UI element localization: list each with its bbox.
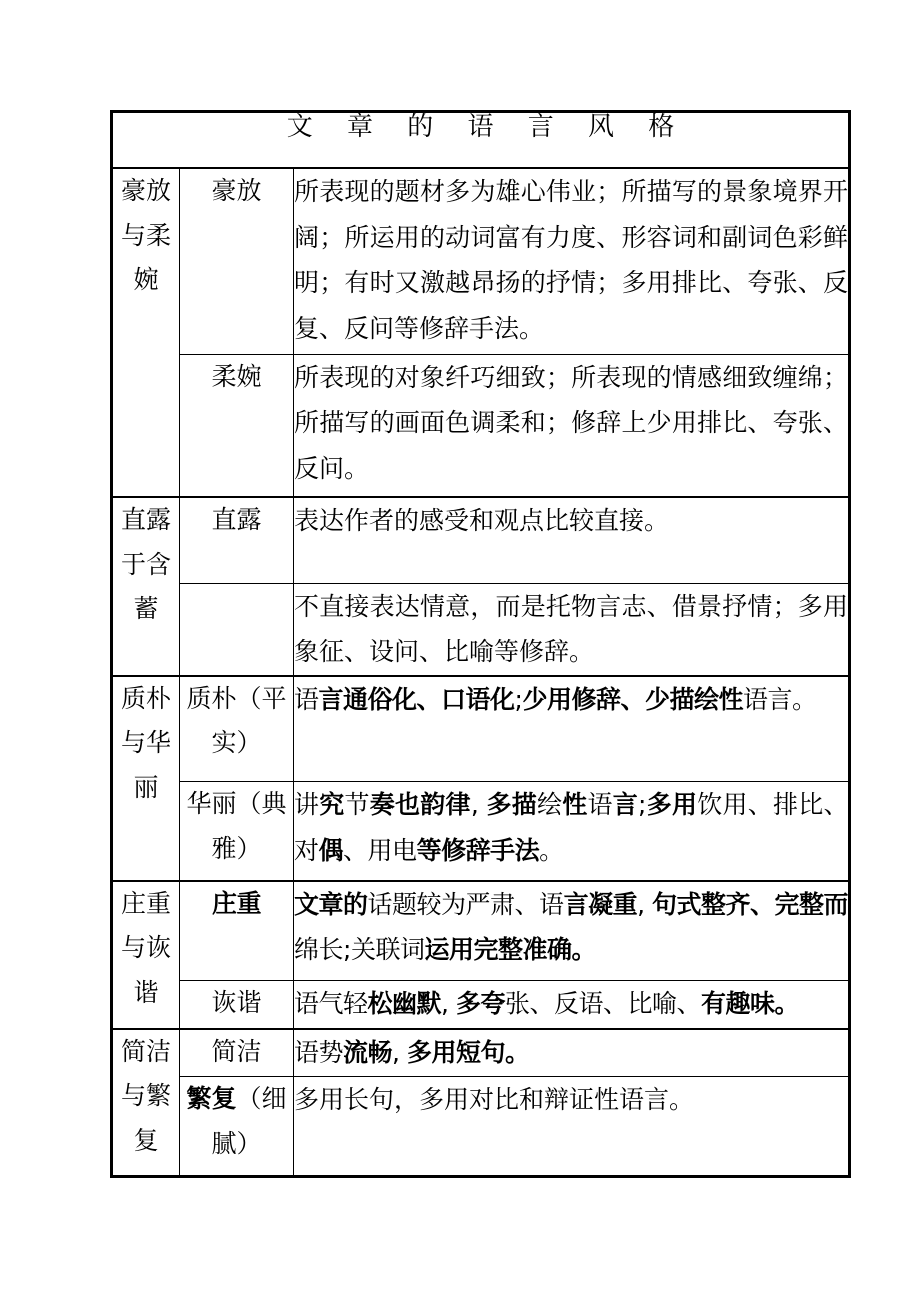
text-run: 文章的 xyxy=(294,889,368,919)
text-run: 节 xyxy=(344,790,370,819)
description xyxy=(294,677,848,723)
text-run: 语 xyxy=(294,684,319,714)
text-run: 多用 xyxy=(645,790,698,819)
description xyxy=(294,882,848,973)
text-run: 语势 xyxy=(294,1037,344,1067)
group-name-cell xyxy=(112,168,180,497)
text-run: 性 xyxy=(562,790,588,819)
sub-label-cell xyxy=(180,881,294,981)
group-name: 简洁与繁复 xyxy=(120,1036,171,1155)
text-run: 言 xyxy=(612,790,639,819)
text-run: 有趣味。 xyxy=(701,989,800,1018)
group-name-cell xyxy=(112,881,180,1029)
text-run: 、语 xyxy=(514,889,564,919)
group-name: 直露于含蓄 xyxy=(120,505,171,623)
sub-label-cell xyxy=(180,1077,294,1177)
sub-label: 简洁 xyxy=(211,1036,262,1066)
description-cell xyxy=(294,881,850,981)
group-name: 质朴与华丽 xyxy=(120,683,171,802)
table-row xyxy=(112,1029,850,1077)
text-run: 等修辞手法 xyxy=(416,835,540,865)
description xyxy=(294,981,848,1027)
text-run: , xyxy=(470,790,487,819)
text-run: 多夸 xyxy=(455,989,505,1018)
description-cell xyxy=(294,354,850,497)
page-title: 文 章 的 语 言 风 格 xyxy=(286,112,688,142)
sub-label: 诙谐 xyxy=(211,988,262,1017)
text-run: 绘 xyxy=(536,790,563,819)
description-cell xyxy=(294,497,850,583)
sub-label-cell xyxy=(180,497,294,583)
table-row xyxy=(112,1077,850,1177)
sub-label-cell xyxy=(180,981,294,1029)
table-title-cell xyxy=(112,112,850,169)
sub-label-cell xyxy=(180,676,294,782)
description-cell xyxy=(294,782,850,881)
sub-label: 华丽（典雅） xyxy=(186,789,287,863)
text-run: 语 xyxy=(587,790,613,819)
sub-label-cell xyxy=(180,354,294,497)
description: 所表现的对象纤巧细致；所表现的情感细致缠绵；所描写的画面色调柔和；修辞上少用排比、夸张、反问。 xyxy=(294,362,849,483)
description-cell xyxy=(294,1077,850,1177)
sub-label: 柔婉 xyxy=(211,361,262,391)
text-run: 对 xyxy=(294,835,319,865)
group-name-cell xyxy=(112,1029,180,1177)
table-row xyxy=(112,981,850,1029)
text-run: 句式整齐、完整而 xyxy=(651,889,848,919)
sub-label xyxy=(180,1077,293,1166)
text-run: , xyxy=(392,1037,407,1067)
sub-label-cell xyxy=(180,782,294,881)
description-cell xyxy=(294,676,850,782)
group-name: 庄重与诙谐 xyxy=(120,888,171,1007)
text-run: 繁复 xyxy=(186,1084,237,1113)
text-run: 喻 xyxy=(651,989,677,1018)
sub-label: 直露 xyxy=(211,505,262,534)
text-run: 、 xyxy=(676,989,701,1018)
text-run: 言通俗化、口语化 xyxy=(318,684,515,714)
text-run: 少用修辞、少描绘性 xyxy=(522,684,743,714)
table-row xyxy=(112,583,850,676)
text-run: 话题较为 xyxy=(367,889,466,919)
text-run: 电 xyxy=(392,835,417,865)
description-cell xyxy=(294,583,850,676)
text-run: 严肃 xyxy=(465,889,515,919)
table-row xyxy=(112,782,850,881)
text-run: 、用 xyxy=(343,835,393,865)
group-name-cell xyxy=(112,497,180,676)
text-run: 讲 xyxy=(294,790,320,819)
description: 表达作者的感受和观点比较直接。 xyxy=(294,506,670,535)
text-run: （细腻） xyxy=(211,1084,287,1158)
description xyxy=(294,782,848,873)
description-cell xyxy=(294,168,850,354)
text-run: 饮用、排比、 xyxy=(697,790,849,819)
text-run: 语气轻 xyxy=(294,989,368,1018)
group-name-cell xyxy=(112,676,180,881)
table-row xyxy=(112,497,850,583)
text-run: 运用完整准确。 xyxy=(424,935,596,964)
text-run: 多描 xyxy=(486,790,537,819)
text-run: 张、反语、比 xyxy=(504,989,652,1018)
text-run: ; xyxy=(514,684,523,714)
sub-label-cell xyxy=(180,1029,294,1077)
text-run: , xyxy=(441,989,456,1018)
description-cell xyxy=(294,1029,850,1077)
sub-label: 质朴（平实） xyxy=(186,683,287,757)
text-run: 。 xyxy=(539,835,564,865)
text-run: 究 xyxy=(319,790,345,819)
text-run: 多用短句。 xyxy=(406,1037,530,1067)
text-run: 松幽默 xyxy=(367,989,442,1018)
description-cell xyxy=(294,981,850,1029)
table-row xyxy=(112,168,850,354)
text-run: , xyxy=(637,889,652,919)
text-run: 语言。 xyxy=(742,684,817,714)
text-run: 言凝重 xyxy=(563,889,638,919)
text-run: ; xyxy=(343,935,351,964)
text-run: 绵长 xyxy=(294,935,344,964)
description xyxy=(294,1030,848,1076)
sub-label: 庄重 xyxy=(211,888,261,918)
table-title-row xyxy=(112,112,850,169)
text-run: 偶 xyxy=(318,835,344,865)
sub-label: 豪放 xyxy=(211,176,262,205)
description: 所表现的题材多为雄心伟业；所描写的景象境界开阔；所运用的动词富有力度、形容词和副词色彩鲜明；有时又激越昂扬的抒情；多用排比、夸张、反复、反问等修辞手法。 xyxy=(294,177,849,343)
description: 多用长句，多用对比和辩证性语言。 xyxy=(294,1085,695,1114)
text-run: 奏也韵律 xyxy=(369,790,471,819)
sub-label-cell xyxy=(180,168,294,354)
sub-label-cell-empty xyxy=(180,583,294,676)
group-name: 豪放与柔婉 xyxy=(120,176,171,294)
text-run: 流畅 xyxy=(343,1037,393,1067)
table-row xyxy=(112,354,850,497)
description: 不直接表达情意，而是托物言志、借景抒情；多用象征、设问、比喻等修辞。 xyxy=(294,591,849,666)
table-row xyxy=(112,881,850,981)
language-style-table xyxy=(110,110,851,1178)
table-row xyxy=(112,676,850,782)
text-run: ; xyxy=(638,790,646,819)
text-run: 关联词 xyxy=(350,935,425,964)
